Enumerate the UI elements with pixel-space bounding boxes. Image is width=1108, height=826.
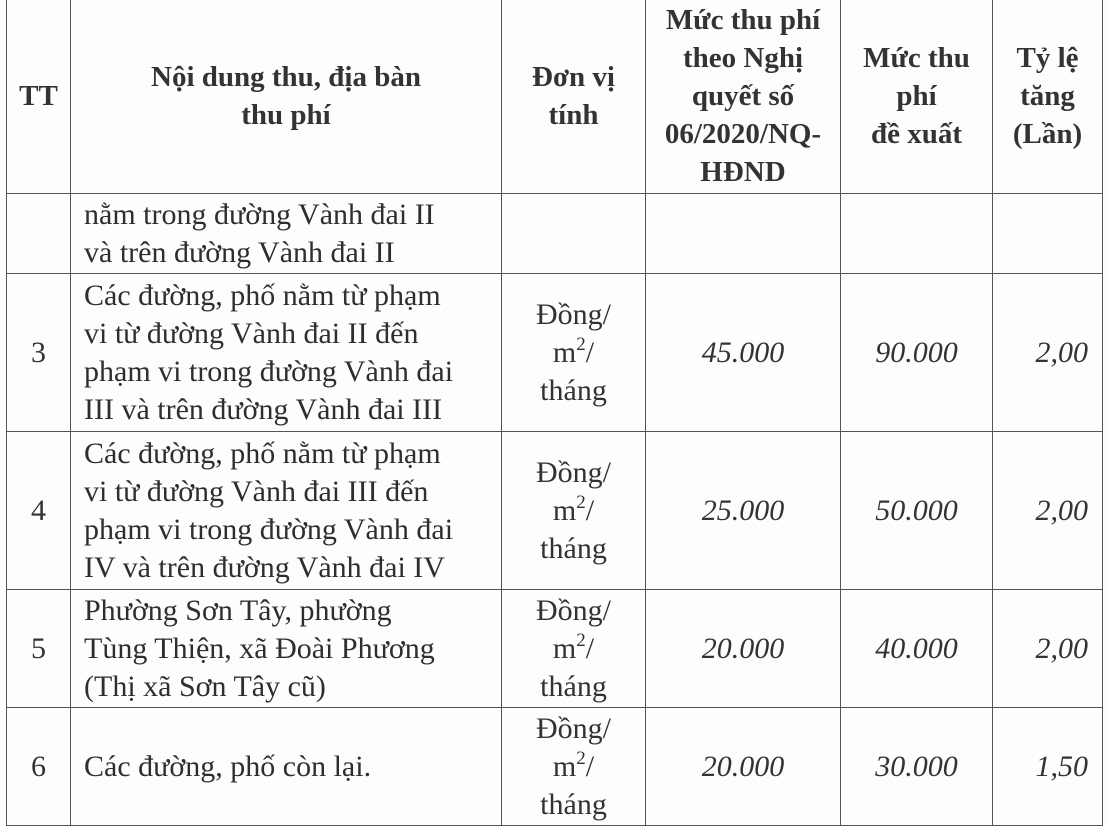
row-ratio: 1,50 (993, 708, 1103, 826)
header-content (71, 0, 502, 194)
header-old-rate (646, 0, 841, 194)
header-ratio-line: tăng (1020, 80, 1075, 112)
row-content (71, 274, 502, 432)
unit-currency: Đồng/ (536, 455, 611, 489)
header-old-rate-line: 06/2020/NQ- (664, 118, 822, 150)
table-row (7, 708, 1103, 826)
row-new-rate: 90.000 (841, 274, 993, 432)
table-row (7, 590, 1103, 708)
header-unit-line: tính (548, 99, 599, 131)
row-old-rate: 20.000 (646, 708, 841, 826)
unit-period: tháng (540, 531, 607, 565)
table-row (7, 274, 1103, 432)
row-unit (502, 590, 646, 708)
table-row (7, 432, 1103, 590)
fee-table (6, 0, 1103, 826)
unit-period: tháng (540, 787, 607, 821)
row-new-rate: 50.000 (841, 432, 993, 590)
row-content (71, 194, 502, 274)
unit-area (502, 748, 645, 786)
row-number: 4 (7, 432, 71, 590)
header-unit (502, 0, 646, 194)
row-ratio (993, 194, 1103, 274)
row-number: 6 (7, 708, 71, 826)
row-number: 3 (7, 274, 71, 432)
unit-area-exponent: 2 (576, 747, 586, 769)
row-content-line: Tùng Thiện, xã Đoài Phương (84, 631, 435, 665)
row-new-rate (841, 194, 993, 274)
unit-slash: / (585, 749, 595, 783)
unit-currency: Đồng/ (536, 297, 611, 331)
row-content-line: Các đường, phố nằm từ phạm (84, 436, 441, 470)
header-tt: TT (7, 0, 71, 194)
header-content-line: thu phí (241, 99, 331, 131)
row-content-line: Các đường, phố nằm từ phạm (84, 278, 441, 312)
row-unit (502, 274, 646, 432)
header-old-rate-line: quyết số (691, 80, 795, 112)
row-ratio: 2,00 (993, 432, 1103, 590)
row-old-rate (646, 194, 841, 274)
unit-currency: Đồng/ (536, 711, 611, 745)
row-content-line: III và trên đường Vành đai III (84, 392, 443, 426)
row-number: 5 (7, 590, 71, 708)
header-ratio-line: (Lần) (1012, 118, 1083, 150)
row-unit (502, 194, 646, 274)
unit-area-base: m (552, 749, 577, 783)
header-new-rate-line: phí (896, 80, 937, 112)
row-content (71, 432, 502, 590)
header-old-rate-line: theo Nghị (682, 42, 804, 74)
unit-period: tháng (540, 669, 607, 703)
row-old-rate: 45.000 (646, 274, 841, 432)
header-old-rate-line: Mức thu phí (665, 4, 821, 36)
header-content-line: Nội dung thu, địa bàn (151, 61, 421, 93)
unit-area (502, 630, 645, 668)
unit-area-base: m (552, 631, 577, 665)
header-new-rate-line: đề xuất (870, 118, 963, 150)
row-content (71, 590, 502, 708)
row-ratio: 2,00 (993, 590, 1103, 708)
unit-area-exponent: 2 (576, 491, 586, 513)
row-new-rate: 40.000 (841, 590, 993, 708)
row-content-line: phạm vi trong đường Vành đai (84, 354, 454, 388)
row-number (7, 194, 71, 274)
unit-currency: Đồng/ (536, 593, 611, 627)
row-content-line: Các đường, phố còn lại. (84, 749, 372, 783)
row-content-line: phạm vi trong đường Vành đai (84, 512, 454, 546)
row-ratio: 2,00 (993, 274, 1103, 432)
unit-area (502, 492, 645, 530)
row-content-line: (Thị xã Sơn Tây cũ) (84, 669, 326, 703)
row-content-line: nằm trong đường Vành đai II (84, 197, 435, 231)
row-new-rate: 30.000 (841, 708, 993, 826)
row-content-line: vi từ đường Vành đai III đến (84, 474, 429, 508)
row-content-line: IV và trên đường Vành đai IV (84, 550, 445, 584)
unit-slash: / (585, 631, 595, 665)
row-content-line: Phường Sơn Tây, phường (84, 593, 392, 627)
unit-period: tháng (540, 373, 607, 407)
header-new-rate-line: Mức thu (863, 42, 970, 74)
row-old-rate: 20.000 (646, 590, 841, 708)
row-content-line: và trên đường Vành đai II (84, 235, 395, 269)
row-old-rate: 25.000 (646, 432, 841, 590)
unit-area-exponent: 2 (576, 629, 586, 651)
header-unit-line: Đơn vị (532, 61, 615, 93)
row-content (71, 708, 502, 826)
unit-slash: / (585, 493, 595, 527)
row-unit (502, 708, 646, 826)
unit-area-base: m (552, 335, 577, 369)
row-unit (502, 432, 646, 590)
row-content-line: vi từ đường Vành đai II đến (84, 316, 419, 350)
unit-slash: / (585, 335, 595, 369)
header-new-rate (841, 0, 993, 194)
unit-area-exponent: 2 (576, 333, 586, 355)
unit-area-base: m (552, 493, 577, 527)
header-old-rate-line: HĐND (700, 156, 786, 188)
header-row (7, 0, 1103, 194)
header-ratio (993, 0, 1103, 194)
unit-area (502, 334, 645, 372)
table-row (7, 194, 1103, 274)
header-ratio-line: Tỷ lệ (1016, 42, 1079, 74)
